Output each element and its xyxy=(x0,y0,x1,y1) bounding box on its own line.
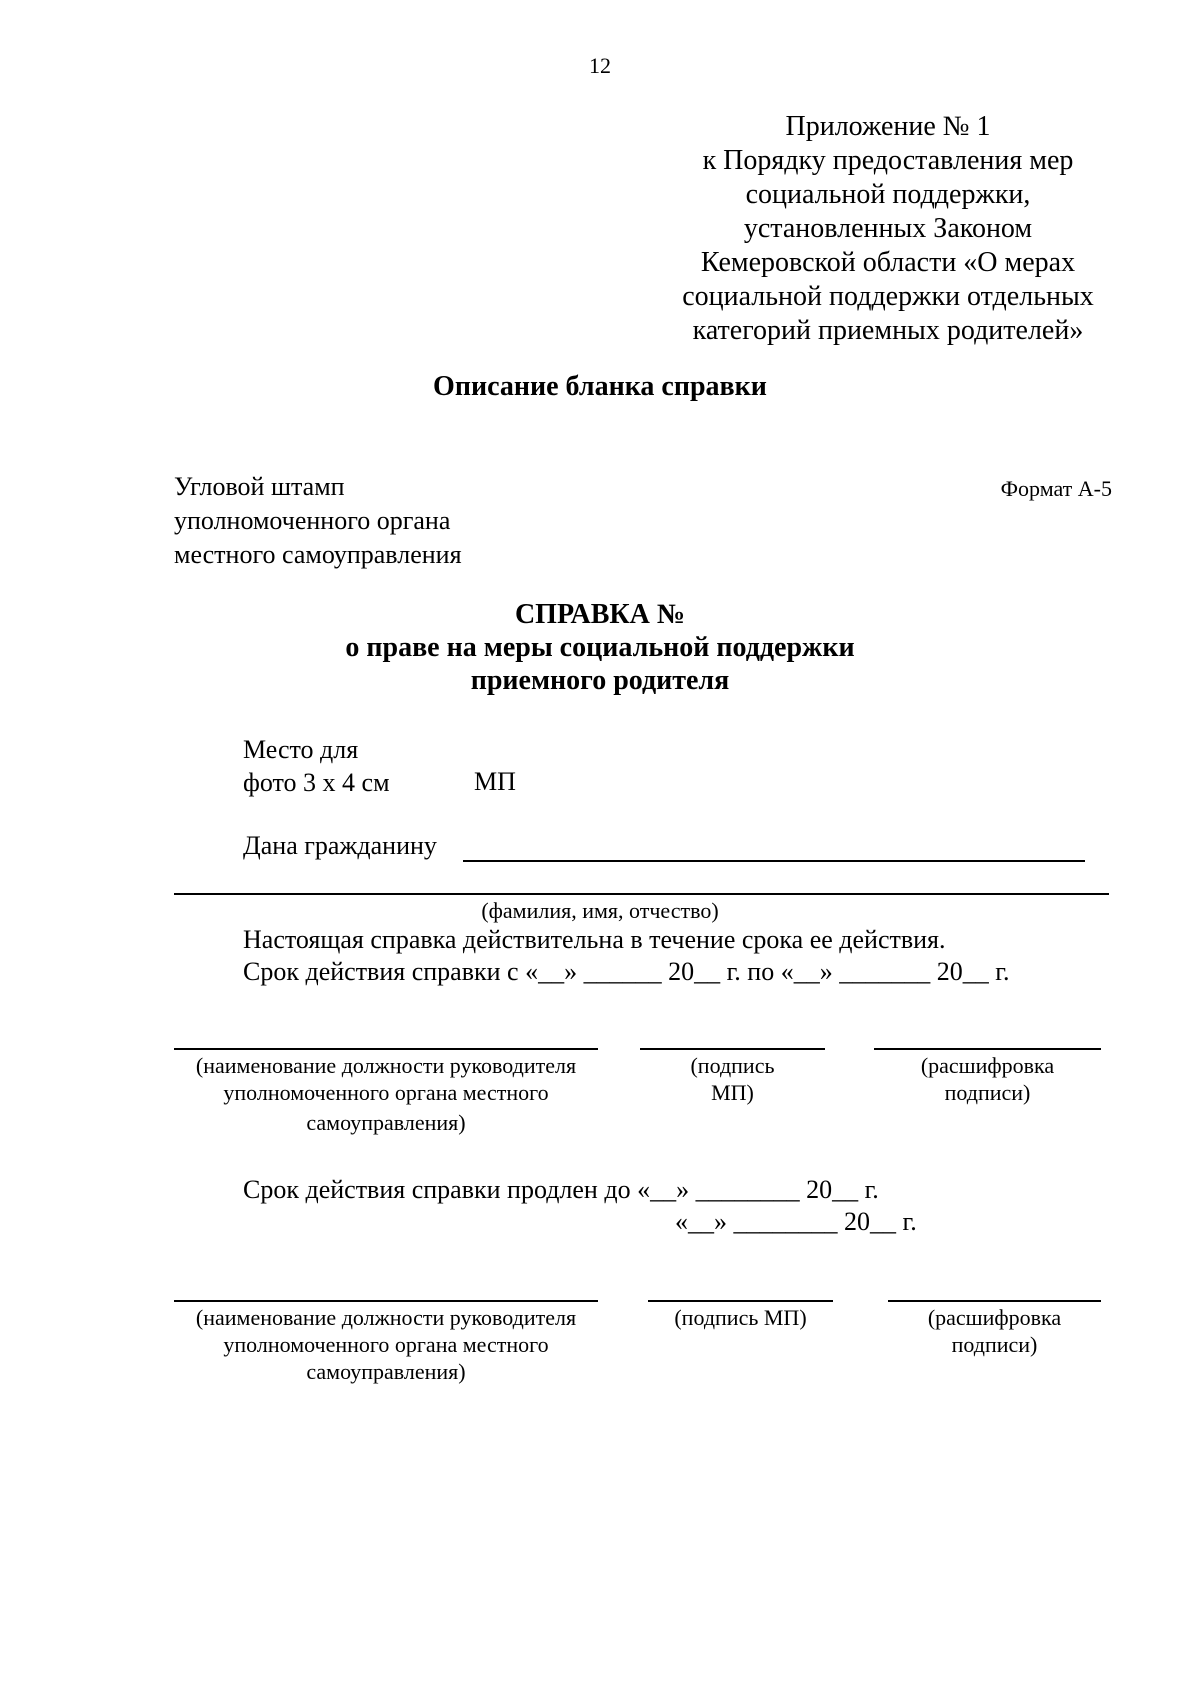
appendix-line: к Порядку предоставления мер xyxy=(702,145,1074,176)
issued-to-label: Дана гражданину xyxy=(243,831,437,860)
fio-fill-line xyxy=(174,893,1109,895)
caption-line: МП) xyxy=(711,1080,754,1105)
appendix-line: социальной поддержки отдельных xyxy=(682,281,1094,312)
photo-line: Место для xyxy=(243,735,359,764)
stamp-place-label: МП xyxy=(474,767,516,796)
caption-line: (наименование должности руководителя xyxy=(195,1053,577,1078)
stamp-line: уполномоченного органа xyxy=(174,506,451,535)
decoding-caption xyxy=(881,1304,1108,1358)
caption-line: (наименование должности руководителя xyxy=(195,1305,577,1330)
caption-line: (расшифровка xyxy=(927,1305,1062,1330)
certificate-subtitle: приемного родителя xyxy=(470,665,730,696)
appendix-line: установленных Законом xyxy=(743,213,1033,244)
signature-sign-line xyxy=(648,1300,833,1302)
extension-line-2: «__» ________ 20__ г. xyxy=(675,1207,917,1236)
validity-period: Срок действия справки с «__» ______ 20__ г. по «__» _______ 20__ г. xyxy=(243,957,1010,986)
caption-line: подписи) xyxy=(951,1332,1038,1357)
signature-sign-line xyxy=(640,1048,825,1050)
appendix-line: социальной поддержки, xyxy=(745,179,1031,210)
caption-line: (расшифровка xyxy=(920,1053,1055,1078)
position-sign-line xyxy=(174,1048,598,1050)
caption-line: самоуправления) xyxy=(306,1359,466,1384)
caption-line: самоуправления) xyxy=(306,1110,466,1135)
certificate-heading xyxy=(0,598,1200,697)
validity-statement: Настоящая справка действительна в течение срока ее действия. xyxy=(243,925,946,954)
certificate-title: СПРАВКА № xyxy=(514,599,686,630)
stamp-line: местного самоуправления xyxy=(174,540,462,569)
corner-stamp xyxy=(174,470,462,572)
caption-line: (подпись xyxy=(690,1053,775,1078)
photo-line: фото 3 х 4 см xyxy=(243,768,390,797)
photo-place xyxy=(243,733,390,799)
caption-line: уполномоченного органа местного xyxy=(223,1332,549,1357)
caption-line: уполномоченного органа местного xyxy=(223,1080,549,1105)
appendix-header xyxy=(668,110,1108,348)
position-caption xyxy=(164,1052,608,1136)
decoding-sign-line xyxy=(874,1048,1101,1050)
position-sign-line xyxy=(174,1300,598,1302)
appendix-line: Кемеровской области «О мерах xyxy=(700,247,1076,278)
signature-caption xyxy=(640,1052,825,1106)
extension-line-1: Срок действия справки продлен до «__» ________ 20__ г. xyxy=(243,1175,879,1204)
decoding-caption xyxy=(874,1052,1101,1106)
caption-line: (подпись МП) xyxy=(674,1305,807,1330)
appendix-line: Приложение № 1 xyxy=(785,111,991,142)
caption-line: подписи) xyxy=(944,1080,1031,1105)
fio-caption: (фамилия, имя, отчество) xyxy=(481,898,719,923)
issued-to-fill-line xyxy=(463,860,1085,862)
appendix-line: категорий приемных родителей» xyxy=(692,315,1084,346)
certificate-subtitle: о праве на меры социальной поддержки xyxy=(345,632,855,663)
signature-caption xyxy=(648,1304,833,1331)
stamp-line: Угловой штамп xyxy=(174,472,345,501)
page-number: 12 xyxy=(589,53,611,78)
format-label: Формат А-5 xyxy=(1000,476,1112,501)
decoding-sign-line xyxy=(888,1300,1101,1302)
doc-title: Описание бланка справки xyxy=(433,371,767,402)
position-caption xyxy=(164,1304,608,1385)
